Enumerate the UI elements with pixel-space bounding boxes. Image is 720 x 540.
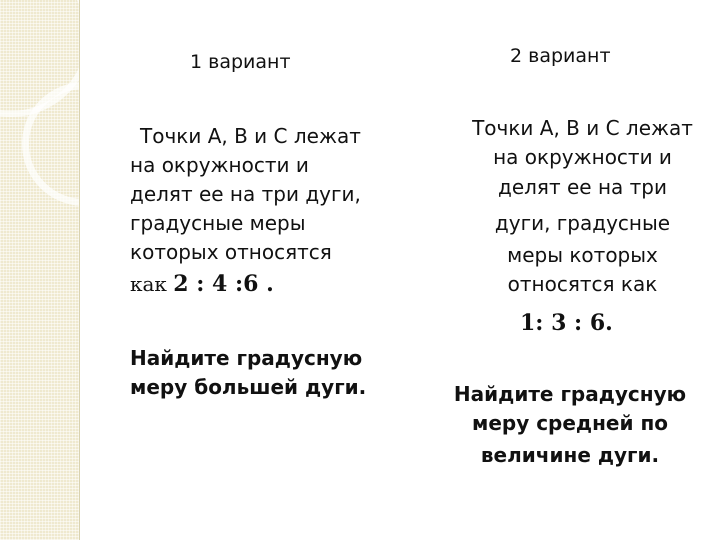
variant1-text-line: на окружности и (130, 153, 309, 177)
variant2-text-line: дуги, градусные (494, 211, 671, 235)
variant2-question-line: Найдите градусную (453, 382, 687, 406)
variant2-ratio: 1: 3 : 6. (520, 310, 613, 336)
variant1-ratio-line (130, 272, 274, 297)
decorative-side-strip (0, 0, 80, 540)
variant2-text-line: делят ее на три (498, 175, 667, 199)
variant2-heading: 2 вариант (510, 45, 611, 67)
strip-divider (79, 0, 80, 540)
variant1-question-line: меру большей дуги. (130, 375, 367, 399)
variant2-question-line: величине дуги. (480, 443, 660, 467)
variant2-text-line: относятся как (507, 272, 658, 296)
variant2-text-line: Точки А, В и С лежат (472, 116, 693, 140)
variant1-text-line: которых относятся (130, 240, 332, 264)
variant2-text-line: на окружности и (493, 145, 672, 169)
variant1-text-line: делят ее на три дуги, (130, 182, 361, 206)
variant1-question-line: Найдите градусную (130, 346, 363, 370)
variant2-text-line: меры которых (507, 243, 658, 267)
variant1-ratio-prefix: как (130, 272, 167, 296)
variant1-ratio: 2 : 4 :6 . (173, 271, 274, 297)
variant1-text-line: градусные меры (130, 211, 306, 235)
variant1-text-line: Точки А, В и С лежат (140, 124, 361, 148)
variant1-heading: 1 вариант (190, 51, 291, 73)
variant2-question-line: меру средней по (471, 411, 669, 435)
